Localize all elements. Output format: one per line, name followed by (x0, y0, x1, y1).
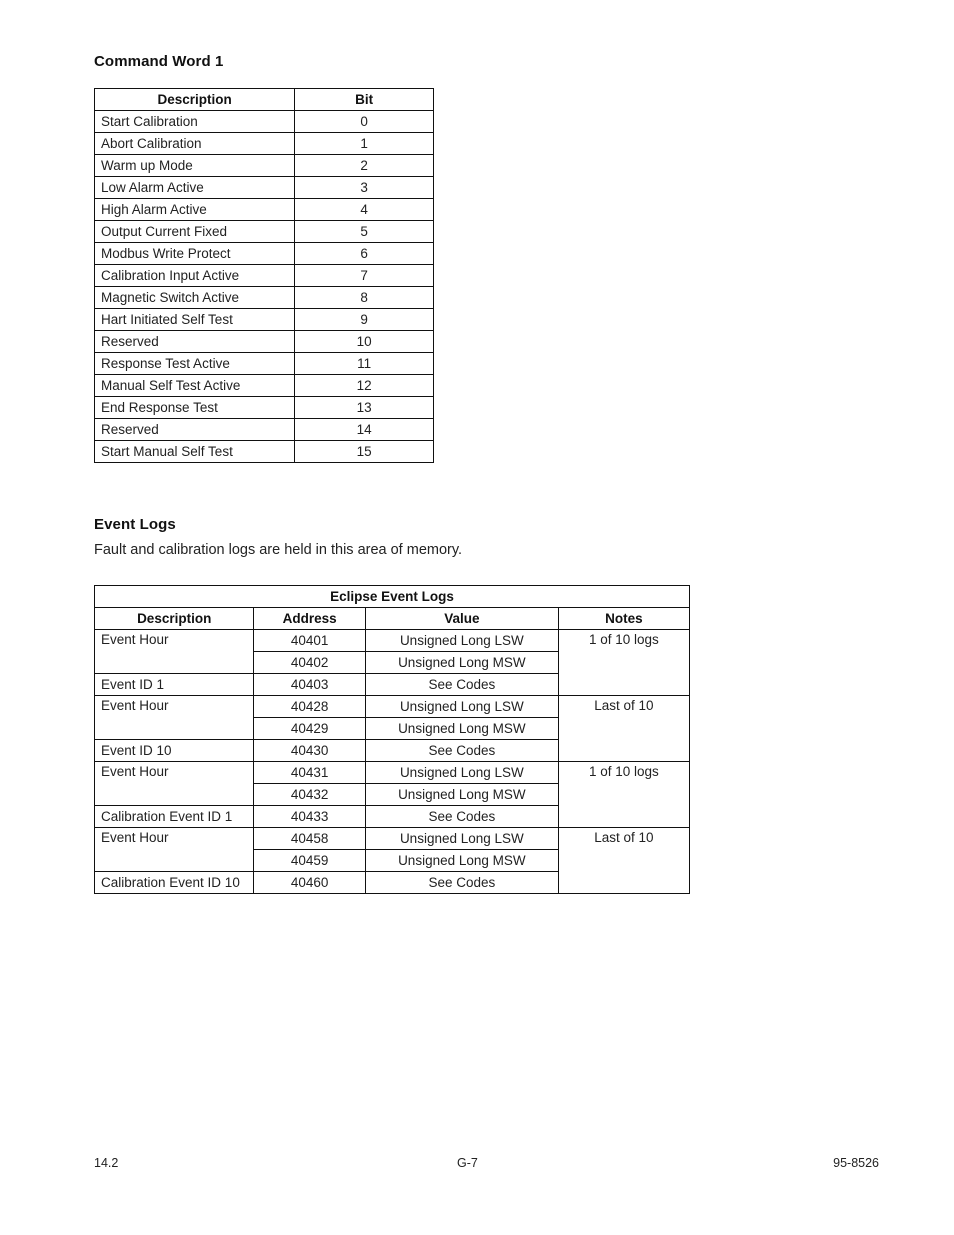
description-cell: High Alarm Active (95, 199, 295, 221)
column-header-description: Description (95, 89, 295, 111)
value-cell: See Codes (365, 740, 558, 762)
value-cell: See Codes (365, 872, 558, 894)
command-word-rows (95, 111, 434, 463)
bit-cell: 9 (295, 309, 434, 331)
description-cell: Start Calibration (95, 111, 295, 133)
description-cell: Modbus Write Protect (95, 243, 295, 265)
description-cell: Abort Calibration (95, 133, 295, 155)
description-cell: Event Hour (95, 696, 254, 740)
event-logs-title: Event Logs (94, 516, 176, 533)
notes-cell: 1 of 10 logs (558, 762, 689, 828)
event-log-rows (95, 630, 690, 894)
description-cell: Low Alarm Active (95, 177, 295, 199)
column-header-description: Description (95, 608, 254, 630)
bit-cell: 14 (295, 419, 434, 441)
command-word-title: Command Word 1 (94, 53, 224, 70)
bit-cell: 1 (295, 133, 434, 155)
address-cell: 40403 (254, 674, 365, 696)
value-cell: See Codes (365, 674, 558, 696)
table-row (95, 111, 434, 133)
address-cell: 40402 (254, 652, 365, 674)
description-cell: Magnetic Switch Active (95, 287, 295, 309)
address-cell: 40431 (254, 762, 365, 784)
notes-cell: 1 of 10 logs (558, 630, 689, 696)
footer-revision: 14.2 (94, 1156, 119, 1170)
table-row (95, 828, 690, 850)
bit-cell: 2 (295, 155, 434, 177)
bit-cell: 8 (295, 287, 434, 309)
table-row (95, 397, 434, 419)
table-row (95, 441, 434, 463)
bit-cell: 10 (295, 331, 434, 353)
description-cell: Manual Self Test Active (95, 375, 295, 397)
column-header-address: Address (254, 608, 365, 630)
address-cell: 40432 (254, 784, 365, 806)
bit-cell: 11 (295, 353, 434, 375)
value-cell: Unsigned Long LSW (365, 630, 558, 652)
footer-page-number: G-7 (457, 1156, 478, 1170)
footer-document-number: 95-8526 (833, 1156, 879, 1170)
description-cell: Calibration Input Active (95, 265, 295, 287)
bit-cell: 3 (295, 177, 434, 199)
table-row (95, 696, 690, 718)
event-table-title: Eclipse Event Logs (95, 586, 690, 608)
table-row (95, 243, 434, 265)
value-cell: Unsigned Long MSW (365, 718, 558, 740)
address-cell: 40430 (254, 740, 365, 762)
event-logs-intro: Fault and calibration logs are held in this area of memory. (94, 542, 463, 558)
description-cell: Event ID 1 (95, 674, 254, 696)
description-cell: Start Manual Self Test (95, 441, 295, 463)
notes-cell: Last of 10 (558, 696, 689, 762)
table-row (95, 221, 434, 243)
table-row (95, 287, 434, 309)
table-row (95, 630, 690, 652)
table-title-row (95, 586, 690, 608)
bit-cell: 15 (295, 441, 434, 463)
description-cell: Warm up Mode (95, 155, 295, 177)
bit-cell: 7 (295, 265, 434, 287)
description-cell: End Response Test (95, 397, 295, 419)
description-cell: Output Current Fixed (95, 221, 295, 243)
table-row (95, 331, 434, 353)
table-header-row (95, 89, 434, 111)
address-cell: 40459 (254, 850, 365, 872)
table-row (95, 177, 434, 199)
value-cell: Unsigned Long LSW (365, 762, 558, 784)
event-logs-table (94, 585, 690, 894)
value-cell: Unsigned Long MSW (365, 850, 558, 872)
command-word-table (94, 88, 434, 463)
bit-cell: 4 (295, 199, 434, 221)
table-row (95, 375, 434, 397)
value-cell: Unsigned Long MSW (365, 784, 558, 806)
table-header-row (95, 608, 690, 630)
description-cell: Calibration Event ID 10 (95, 872, 254, 894)
table-row (95, 265, 434, 287)
table-row (95, 133, 434, 155)
description-cell: Event Hour (95, 762, 254, 806)
bit-cell: 0 (295, 111, 434, 133)
table-row (95, 762, 690, 784)
column-header-value: Value (365, 608, 558, 630)
address-cell: 40458 (254, 828, 365, 850)
description-cell: Reserved (95, 419, 295, 441)
table-row (95, 353, 434, 375)
value-cell: Unsigned Long MSW (365, 652, 558, 674)
description-cell: Reserved (95, 331, 295, 353)
table-row (95, 419, 434, 441)
table-row (95, 309, 434, 331)
column-header-bit: Bit (295, 89, 434, 111)
bit-cell: 12 (295, 375, 434, 397)
address-cell: 40429 (254, 718, 365, 740)
bit-cell: 6 (295, 243, 434, 265)
table-row (95, 155, 434, 177)
description-cell: Calibration Event ID 1 (95, 806, 254, 828)
description-cell: Event Hour (95, 630, 254, 674)
address-cell: 40428 (254, 696, 365, 718)
description-cell: Event Hour (95, 828, 254, 872)
address-cell: 40401 (254, 630, 365, 652)
value-cell: Unsigned Long LSW (365, 696, 558, 718)
bit-cell: 13 (295, 397, 434, 419)
notes-cell: Last of 10 (558, 828, 689, 894)
address-cell: 40433 (254, 806, 365, 828)
address-cell: 40460 (254, 872, 365, 894)
description-cell: Response Test Active (95, 353, 295, 375)
description-cell: Hart Initiated Self Test (95, 309, 295, 331)
value-cell: See Codes (365, 806, 558, 828)
value-cell: Unsigned Long LSW (365, 828, 558, 850)
bit-cell: 5 (295, 221, 434, 243)
description-cell: Event ID 10 (95, 740, 254, 762)
column-header-notes: Notes (558, 608, 689, 630)
table-row (95, 199, 434, 221)
